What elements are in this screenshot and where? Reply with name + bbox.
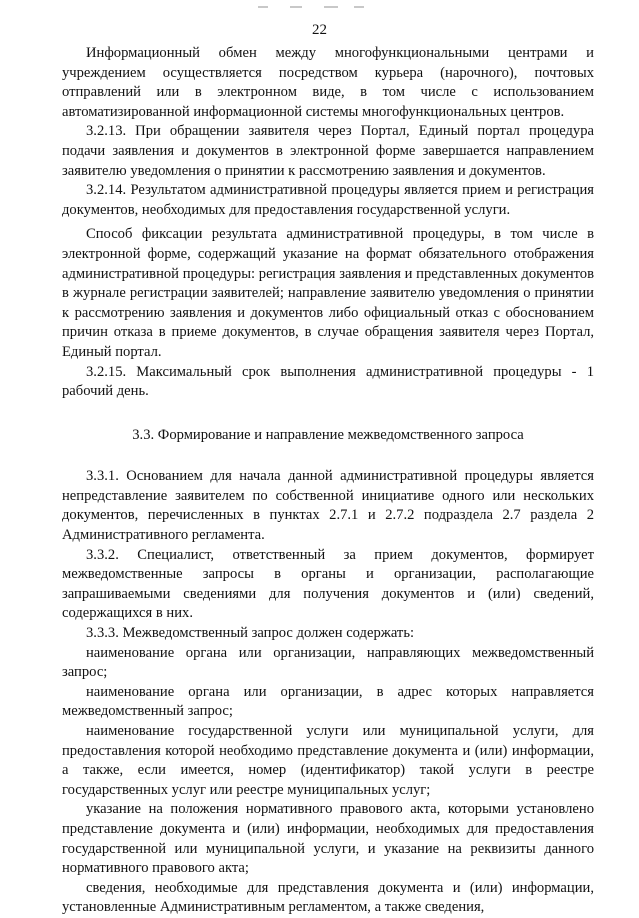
list-item-requesting-organ: наименование органа или организации, направляющих межведомственный запрос; bbox=[62, 644, 594, 681]
paragraph-3-2-15: 3.2.15. Максимальный срок выполнения административной процедуры - 1 рабочий день. bbox=[62, 363, 594, 400]
paragraph-3-2-13: 3.2.13. При обращении заявителя через Портал, Единый портал процедура подачи заявления и документов в электронной форме завершается направлением заявителю уведомления о принятии к рассмотрению заявления и документов. bbox=[62, 123, 594, 179]
paragraph-3-2-14: 3.2.14. Результатом административной процедуры является прием и регистрация документов, необходимых для предоставления государственной услуги. bbox=[62, 182, 594, 218]
list-item-service-name: наименование государственной услуги или муниципальной услуги, для предоставления которой необходимо представление документа и (или) информации, а также, если имеется, номер (идентификатор) такой услуги в реестре государственных услуг или реестре муниципальных услуг; bbox=[62, 723, 594, 798]
paragraph-fixation-method: Способ фиксации результата административной процедуры, в том числе в электронной форме, содержащий указание на формат обязательного отображения административной процедуры: регистрация заявления и представленных документов в журнале регистрации заявителей; направление заявителю уведомления о принятии к рассмотрению заявления и документов либо официальный отказ с обоснованием причин отказа в приеме документов, в случае обращения заявителя через Портал, Единый портал. bbox=[62, 226, 594, 360]
document-body bbox=[62, 44, 594, 918]
paragraph-3-3-2: 3.3.2. Специалист, ответственный за прием документов, формирует межведомственные запросы в органы и организации, располагающие запрашиваемыми сведениями для получения документов и (или) сведений, содержащихся в них. bbox=[62, 546, 594, 622]
scan-artifact-marks bbox=[258, 6, 368, 10]
section-heading: 3.3. Формирование и направление межведомственного запроса bbox=[132, 426, 524, 443]
list-item-recipient-organ: наименование органа или организации, в адрес которых направляется межведомственный запрос; bbox=[62, 683, 594, 720]
paragraph-3-3-1: 3.3.1. Основанием для начала данной административной процедуры является непредставление заявителем по собственной инициативе одного или нескольких документов, перечисленных в пунктах 2.7.1 и 2.7.2 подраздела 2.7 раздела 2 Административного регламента. bbox=[62, 468, 594, 544]
list-item-legal-act: указание на положения нормативного правового акта, которыми установлено представление документа и (или) информации, необходимых для предоставления государственной или муниципальной услуги, и указание на реквизиты данного нормативного правового акта; bbox=[62, 801, 594, 877]
list-item-required-info: сведения, необходимые для представления документа и (или) информации, установленные Административным регламентом, а также сведения, bbox=[62, 879, 594, 916]
paragraph-3-3-3: 3.3.3. Межведомственный запрос должен содержать: bbox=[86, 625, 415, 642]
paragraph-info-exchange: Информационный обмен между многофункциональными центрами и учреждением осуществляется посредством курьера (нарочного), почтовых отправлений или в электронном виде, в том числе с использованием автоматизированной информационной системы многофункциональных центров. bbox=[62, 45, 594, 120]
page-number: 22 bbox=[312, 22, 327, 38]
